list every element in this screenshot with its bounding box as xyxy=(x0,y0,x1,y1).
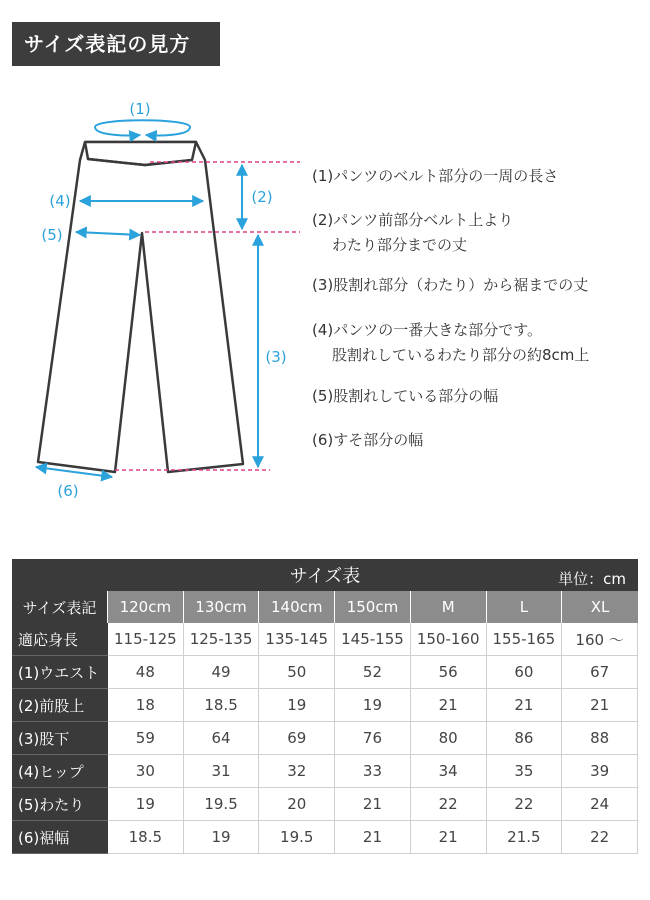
table-row xyxy=(12,722,638,755)
measure-label-4: (4) xyxy=(49,192,71,210)
size-header: XL xyxy=(562,591,638,623)
size-table-caption xyxy=(12,559,638,591)
table-row xyxy=(12,623,638,656)
table-cell: 21 xyxy=(335,821,411,854)
table-cell: 88 xyxy=(562,722,638,755)
table-cell: 18.5 xyxy=(108,821,184,854)
table-cell: 64 xyxy=(184,722,260,755)
size-header: 140cm xyxy=(259,591,335,623)
legend-item-6: (6)すそ部分の幅 xyxy=(312,431,424,449)
legend-item-4: (4)パンツの一番大きな部分です。 股割れしているわたり部分の約8cm上 xyxy=(312,321,590,364)
table-cell: 19 xyxy=(184,821,260,854)
row-label: (1)ウエスト xyxy=(12,656,108,689)
row-label: (3)股下 xyxy=(12,722,108,755)
table-cell: 59 xyxy=(108,722,184,755)
table-cell: 33 xyxy=(335,755,411,788)
measure-label-3: (3) xyxy=(265,348,287,366)
size-header: M xyxy=(411,591,487,623)
table-cell: 18.5 xyxy=(184,689,260,722)
unit-label: 単位：cm xyxy=(558,570,626,588)
table-cell: 49 xyxy=(184,656,260,689)
size-header: L xyxy=(487,591,563,623)
table-cell: 21 xyxy=(335,788,411,821)
table-cell: 60 xyxy=(487,656,563,689)
page-title: サイズ表記の見方 xyxy=(12,22,220,66)
table-cell: 19.5 xyxy=(184,788,260,821)
table-cell: 18 xyxy=(108,689,184,722)
size-table xyxy=(12,559,638,854)
table-cell: 21.5 xyxy=(487,821,563,854)
table-cell: 52 xyxy=(335,656,411,689)
table-cell: 39 xyxy=(562,755,638,788)
table-cell: 19 xyxy=(108,788,184,821)
table-cell: 24 xyxy=(562,788,638,821)
pants-diagram xyxy=(0,80,320,510)
table-cell: 48 xyxy=(108,656,184,689)
size-table-title: サイズ表 xyxy=(289,566,361,587)
table-cell: 86 xyxy=(487,722,563,755)
row-label: 適応身長 xyxy=(12,623,108,656)
table-cell: 125-135 xyxy=(184,623,260,656)
table-cell: 21 xyxy=(487,689,563,722)
table-cell: 21 xyxy=(562,689,638,722)
size-header-row xyxy=(12,591,638,623)
table-row xyxy=(12,788,638,821)
legend-item-2: (2)パンツ前部分ベルト上より わたり部分までの丈 xyxy=(312,211,514,254)
measure-label-6: (6) xyxy=(57,482,79,500)
table-cell: 115-125 xyxy=(108,623,184,656)
row-label: (4)ヒップ xyxy=(12,755,108,788)
table-cell: 22 xyxy=(411,788,487,821)
table-cell: 145-155 xyxy=(335,623,411,656)
table-cell: 69 xyxy=(259,722,335,755)
size-header: 130cm xyxy=(184,591,260,623)
table-cell: 20 xyxy=(259,788,335,821)
table-cell: 31 xyxy=(184,755,260,788)
table-cell: 76 xyxy=(335,722,411,755)
table-cell: 19 xyxy=(335,689,411,722)
table-cell: 21 xyxy=(411,689,487,722)
row-label: (6)裾幅 xyxy=(12,821,108,854)
table-cell: 80 xyxy=(411,722,487,755)
measure-label-1: (1) xyxy=(129,100,151,118)
table-row xyxy=(12,755,638,788)
size-header: 120cm xyxy=(108,591,184,623)
measure-label-5: (5) xyxy=(41,226,63,244)
table-row xyxy=(12,689,638,722)
row-label: (5)わたり xyxy=(12,788,108,821)
table-cell: 35 xyxy=(487,755,563,788)
measure-label-2: (2) xyxy=(251,188,273,206)
table-cell: 50 xyxy=(259,656,335,689)
table-row xyxy=(12,821,638,854)
table-cell: 30 xyxy=(108,755,184,788)
size-header-label: サイズ表記 xyxy=(12,591,108,623)
table-cell: 34 xyxy=(411,755,487,788)
table-cell: 160 〜 xyxy=(562,623,638,656)
table-cell: 22 xyxy=(562,821,638,854)
size-header: 150cm xyxy=(335,591,411,623)
table-cell: 155-165 xyxy=(487,623,563,656)
table-cell: 19.5 xyxy=(259,821,335,854)
legend-item-1: (1)パンツのベルト部分の一周の長さ xyxy=(312,167,559,185)
table-cell: 150-160 xyxy=(411,623,487,656)
table-row xyxy=(12,656,638,689)
table-cell: 135-145 xyxy=(259,623,335,656)
legend-item-5: (5)股割れしている部分の幅 xyxy=(312,387,499,405)
legend-item-3: (3)股割れ部分（わたり）から裾までの丈 xyxy=(312,276,589,294)
measure-1 xyxy=(95,120,190,135)
table-cell: 19 xyxy=(259,689,335,722)
table-cell: 32 xyxy=(259,755,335,788)
table-cell: 21 xyxy=(411,821,487,854)
row-label: (2)前股上 xyxy=(12,689,108,722)
table-cell: 22 xyxy=(487,788,563,821)
table-cell: 56 xyxy=(411,656,487,689)
table-cell: 67 xyxy=(562,656,638,689)
